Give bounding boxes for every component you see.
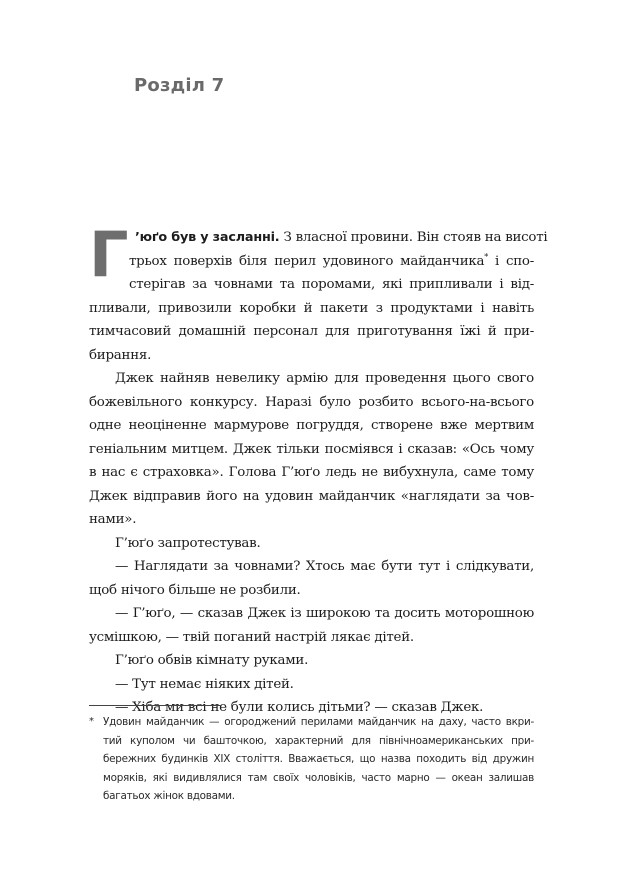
body-text <box>89 218 548 720</box>
text-line: — Тут немає ніяких дітей. <box>115 676 294 692</box>
text-line: тимчасовий домашній персонал для приготування їжі й при- <box>89 324 534 339</box>
text-line: — Хіба ми всі не були колись дітьми? — сказав Джек. <box>115 700 484 715</box>
dialogue <box>89 532 534 720</box>
text-line: одне неоціненне мармурове погруддя, створене вже мертвим <box>89 418 534 433</box>
text-line: щоб нічого більше не розбили. <box>89 582 301 598</box>
drop-cap: Г <box>89 218 129 291</box>
text-line: Джек найняв невелику армію для проведення цього свого <box>115 371 534 386</box>
text-line: ’юґо був у засланні. З власної провини. Він стояв на висоті <box>135 230 548 245</box>
text-line: Г’юґо запротестував. <box>115 535 261 551</box>
text-line: — Г’юґо, — сказав Джек із широкою та досить моторошною <box>115 606 534 621</box>
footnote-marker: * <box>484 252 489 262</box>
text-line: божевільного конкурсу. Наразі було розбито всього-на-всього <box>89 394 534 410</box>
text-line: Джек відправив його на удовин майданчик «наглядати за чов- <box>89 488 534 504</box>
text-line: пливали, привозили коробки й пакети з продуктами і навіть <box>89 300 534 316</box>
text-line: трьох поверхів біля перил удовиного майданчика* і спо- <box>129 252 534 269</box>
lead-in-bold: ’юґо був у засланні. <box>135 230 280 245</box>
footnote-line: бережних будинків XIX століття. Вважається, що назва походить від дружин <box>103 753 534 765</box>
paragraph <box>89 367 534 532</box>
footnote-line: тий куполом чи башточкою, характерний для північноамериканських при- <box>103 734 534 747</box>
opening-paragraph <box>89 218 548 367</box>
footnote-line: багатьох жінок вдовами. <box>103 790 235 802</box>
text-line: геніальним митцем. Джек тільки посміявся і сказав: «Ось чому <box>89 441 534 457</box>
chapter-title: Розділ 7 <box>134 75 225 96</box>
text-line: нами». <box>89 512 137 527</box>
footnote-line: Удовин майданчик — огороджений перилами майданчик на даху, часто вкри- <box>103 716 534 728</box>
footnote-star: * <box>89 716 94 727</box>
text-line: стерігав за човнами та поромами, які припливали і від- <box>129 277 534 292</box>
text-line: усмішкою, — твій поганий настрій лякає дітей. <box>89 629 414 645</box>
text-line: в нас є страховка». Голова Г’юґо ледь не вибухнула, саме тому <box>89 465 534 480</box>
text-line: бирання. <box>89 347 152 363</box>
text-line: — Наглядати за човнами? Хтось має бути тут і слідкувати, <box>115 559 534 574</box>
text-line: Г’юґо обвів кімнату руками. <box>115 653 309 668</box>
footnote-line: моряків, які видивлялися там своїх чоловіків, часто марно — океан залишав <box>103 771 534 784</box>
footnote-separator <box>89 705 221 706</box>
footnote <box>89 713 534 806</box>
